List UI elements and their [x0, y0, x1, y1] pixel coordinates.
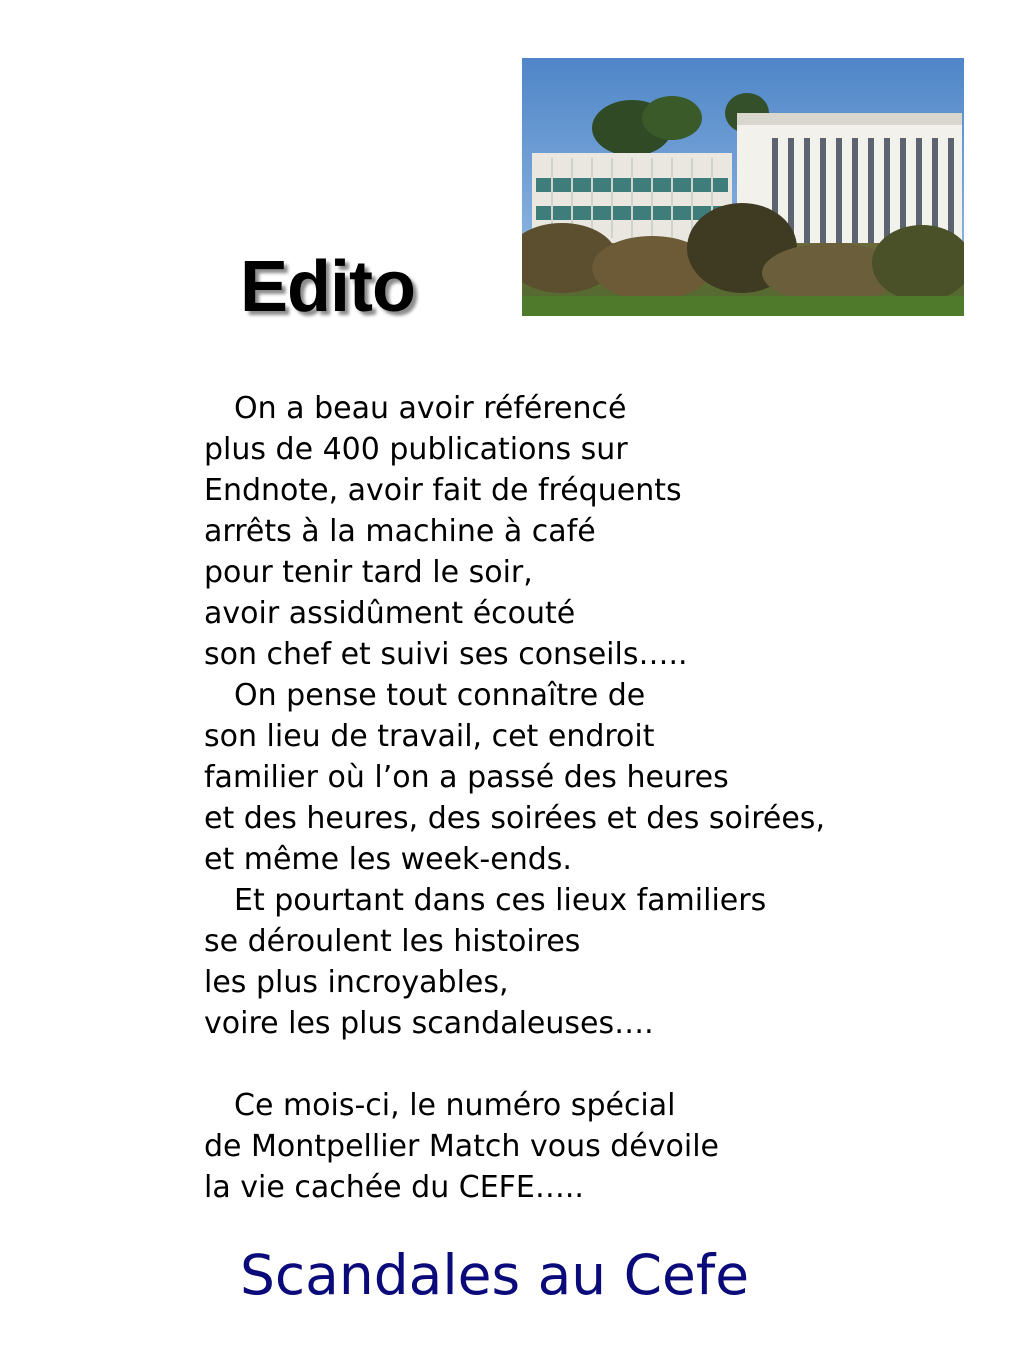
- text-line: Endnote, avoir fait de fréquents: [204, 473, 682, 508]
- paragraph-spacer: [204, 1044, 964, 1085]
- text-line: se déroulent les histoires: [204, 924, 581, 959]
- text-line: les plus incroyables,: [204, 965, 509, 1000]
- edito-body: [204, 388, 964, 1208]
- text-line: familier où l’on a passé des heures: [204, 760, 729, 795]
- text-line: la vie cachée du CEFE…..: [204, 1170, 584, 1205]
- footer-title: Scandales au Cefe: [240, 1243, 750, 1307]
- text-line: son chef et suivi ses conseils…..: [204, 637, 688, 672]
- text-line: plus de 400 publications sur: [204, 432, 628, 467]
- text-line: On pense tout connaître de: [234, 678, 646, 713]
- page-title: Edito: [240, 247, 415, 327]
- text-line: son lieu de travail, cet endroit: [204, 719, 655, 754]
- text-line: Et pourtant dans ces lieux familiers: [234, 883, 767, 918]
- text-line: voire les plus scandaleuses….: [204, 1006, 654, 1041]
- text-line: Ce mois-ci, le numéro spécial: [234, 1088, 676, 1123]
- text-line: et même les week-ends.: [204, 842, 572, 877]
- text-line: pour tenir tard le soir,: [204, 555, 533, 590]
- text-line: avoir assidûment écouté: [204, 596, 576, 631]
- building-photo: [522, 58, 964, 316]
- text-line: On a beau avoir référencé: [234, 391, 627, 426]
- text-line: et des heures, des soirées et des soirées,: [204, 801, 825, 836]
- text-line: de Montpellier Match vous dévoile: [204, 1129, 719, 1164]
- text-line: arrêts à la machine à café: [204, 514, 596, 549]
